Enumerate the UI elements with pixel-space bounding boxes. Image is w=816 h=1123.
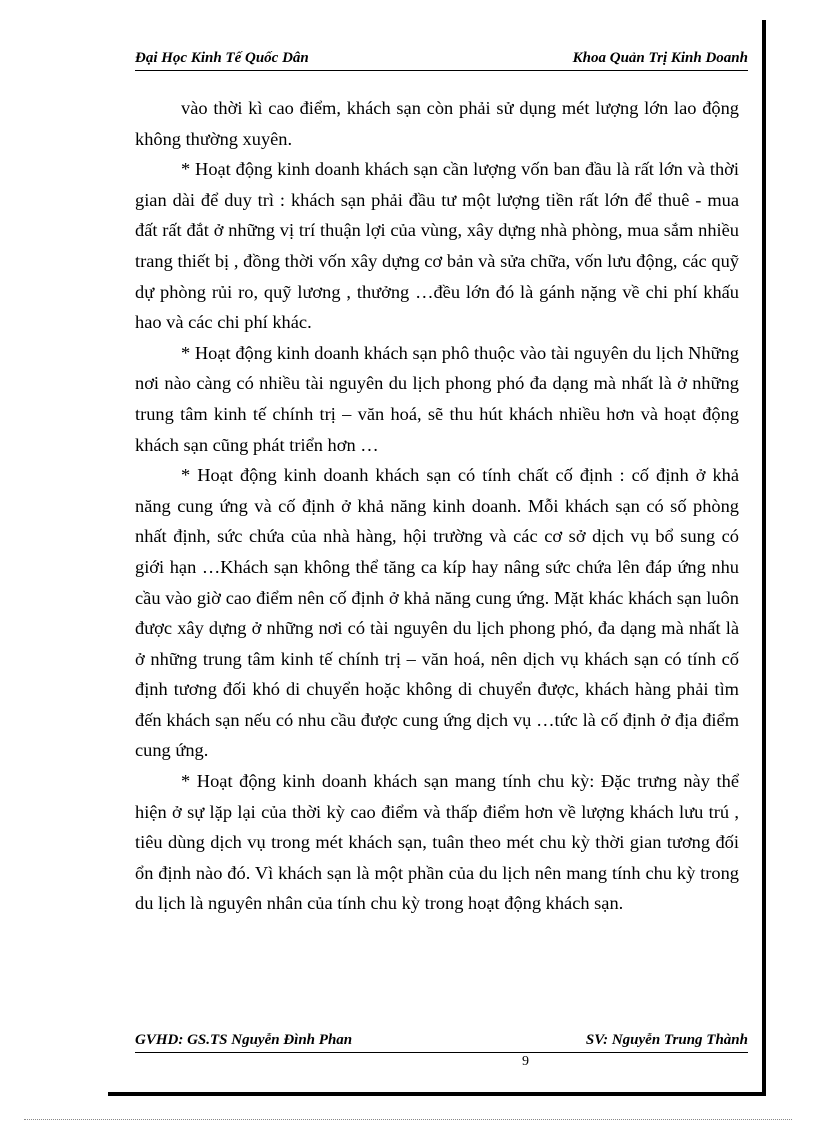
paragraph-1: vào thời kì cao điểm, khách sạn còn phải sử dụng mét lượng lớn lao động không thường xuyên.	[135, 98, 739, 149]
page-bottom-divider	[24, 1119, 792, 1120]
paragraph-3: * Hoạt động kinh doanh khách sạn phô thuộc vào tài nguyên du lịch Những nơi nào càng có nhiều tài nguyên du lịch phong phó đa dạng mà nhất là ở những trung tâm kinh tế chính trị – văn hoá, sẽ thu hút khách nhiều hơn và hoạt động khách sạn cũng phát triển hơn …	[135, 342, 739, 455]
page-footer	[135, 1032, 748, 1053]
header-faculty: Khoa Quản Trị Kinh Doanh	[572, 50, 748, 66]
page-header	[135, 48, 748, 71]
header-university: Đại Học Kinh Tế Quốc Dân	[135, 50, 309, 66]
page-number: 9	[522, 1054, 529, 1069]
footer-supervisor: GVHD: GS.TS Nguyễn Đình Phan	[135, 1032, 353, 1048]
document-body	[135, 93, 739, 919]
footer-student: SV: Nguyễn Trung Thành	[585, 1032, 748, 1048]
paragraph-5: * Hoạt động kinh doanh khách sạn mang tính chu kỳ: Đặc trưng này thể hiện ở sự lặp lại của thời kỳ cao điểm và thấp điểm hơn về lượng khách lưu trú , tiêu dùng dịch vụ trong mét khách sạn, tuân theo mét chu kỳ thời gian tương đối ổn định nào đó. Vì khách sạn là một phần của du lịch nên mang tính chu kỳ trong du lịch là nguyên nhân của tính chu kỳ trong hoạt động khách sạn.	[135, 771, 739, 914]
paragraph-2: * Hoạt động kinh doanh khách sạn cần lượng vốn ban đầu là rất lớn và thời gian dài để duy trì : khách sạn phải đầu tư một lượng tiền rất lớn để thuê - mua đất rất đắt ở những vị trí thuận lợi của vùng, xây dựng nhà phòng, mua sắm nhiều trang thiết bị , đồng thời vốn xây dựng cơ bản và sửa chữa, vốn lưu động, các quỹ dự phòng rủi ro, quỹ lương , thưởng …đều lớn đó là gánh nặng về chi phí khấu hao và các chi phí khác.	[135, 159, 739, 333]
paragraph-4: * Hoạt động kinh doanh khách sạn có tính chất cố định : cố định ở khả năng cung ứng và cố định ở khả năng kinh doanh. Mỗi khách sạn có số phòng nhất định, sức chứa của nhà hàng, hội trường và các cơ sở dịch vụ bổ sung có giới hạn …Khách sạn không thể tăng ca kíp hay nâng sức chứa lên đáp ứng nhu cầu vào giờ cao điểm nên cố định ở khả năng cung ứng. Mặt khác khách sạn luôn được xây dựng ở những nơi có tài nguyên du lịch phong phó, đa dạng mà nhất là ở những trung tâm kinh tế chính trị – văn hoá, nên dịch vụ khách sạn có tính cố định tương đối khó di chuyển hoặc không di chuyển được, khách hàng phải tìm đến khách sạn nếu có nhu cầu được cung ứng dịch vụ …tức là cố định ở địa điểm cung ứng.	[135, 465, 739, 761]
